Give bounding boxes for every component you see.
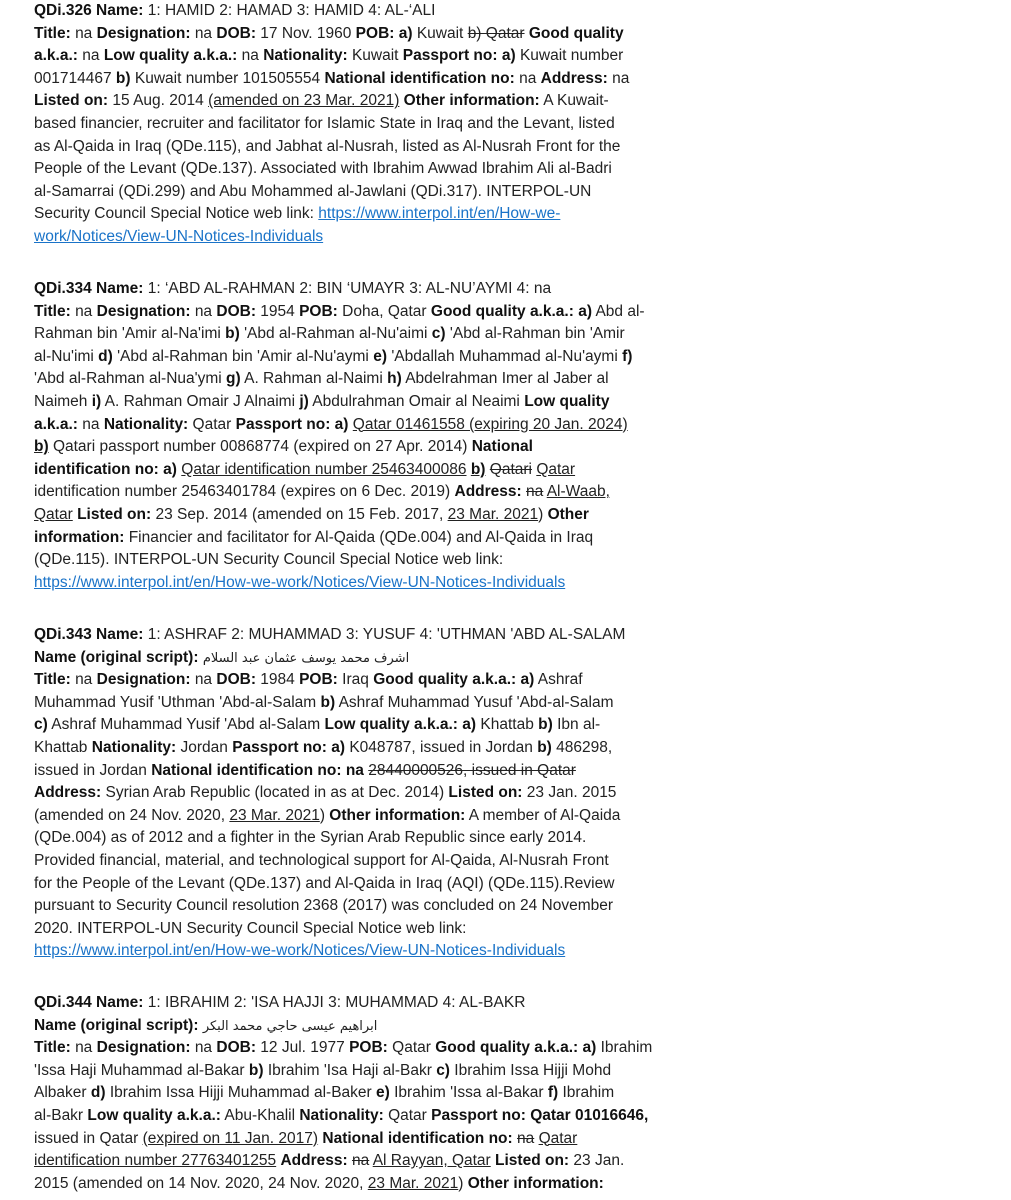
struck-text: na	[351, 1152, 370, 1170]
entry-name: 1: ASHRAF 2: MUHAMMAD 3: YUSUF 4: 'UTHMAN 'ABD AL-SALAM	[147, 626, 626, 643]
struck-text: na	[517, 1129, 535, 1147]
interpol-link[interactable]: https://www.interpol.int/en/How-we-work/Notices/View-UN-Notices-Individuals	[34, 942, 566, 960]
entry-id: QDi.344	[34, 994, 92, 1011]
entry-qdi-326: QDi.326 Name: 1: HAMID 2: HAMAD 3: HAMID 4: AL-‘ALI Title: na Designation: na DOB: 17 Nov. 1960 POB: a) Kuwait b) Qatar Good quality a.k.a.: na Low quality a.k.a.: na Nationality: Kuwait Passport no: a) Kuwait number 001714467 b) Kuwait number 101505554 National identification no: na Address: na Listed on: 15 Aug. 2014 (amended on 23 Mar. 2021) Other information: A Kuwait- based financier, recruiter and facilitator for Islamic State in Iraq and the Levant, listed as Al-Qaida in Iraq (QDe.115), and Jabhat al-Nusrah, listed as Al-Nusrah Front for the People of the Levant (QDe.137). Associated with Ibrahim Awwad Ibrahim Ali al-Badri al-Samarrai (QDi.299) and Abu Mohammed al-Jawlani (QDi.317). INTERPOL-UN Security Council Special Notice web link: https://www.interpol.int/en/How-we- work/Notices/View-UN-Notices-Individuals	[34, 2, 630, 245]
entry-id: QDi.334	[34, 280, 92, 297]
entry-qdi-343: QDi.343 Name: 1: ASHRAF 2: MUHAMMAD 3: YUSUF 4: 'UTHMAN 'ABD AL-SALAM Name (original script): اشرف محمد يوسف عثمان عبد السلام Title: na Designation: na DOB: 1984 POB: Iraq Good quality a.k.a.: a) Ashraf Muhammad Yusif 'Uthman 'Abd-al-Salam b) Ashraf Muhammad Yusuf 'Abd-al-Salam c) Ashraf Muhammad Yusif 'Abd al-Salam Low quality a.k.a.: a) Khattab b) Ibn al- Khattab Nationality: Jordan Passport no: a) K048787, issued in Jordan b) 486298, issued in Jordan National identification no: na 28440000526, issued in Qatar Address: Syrian Arab Republic (located in as at Dec. 2014) Listed on: 23 Jan. 2015 (amended on 24 Nov. 2020, 23 Mar. 2021) Other information: A member of Al-Qaida (QDe.004) as of 2012 and a fighter in the Syrian Arab Republic since early 2014. Provided financial, material, and technological support for Al-Qaida, Al-Nusrah Front for the People of the Levant (QDe.137) and Al-Qaida in Iraq (AQI) (QDe.115).Review pursuant to Security Council resolution 2368 (2017) was concluded on 24 November 2020. INTERPOL-UN Security Council Special Notice web link: https://www.interpol.int/en/How-we-work/Notices/View-UN-Notices-Individuals	[34, 626, 626, 960]
entry-name: 1: HAMID 2: HAMAD 3: HAMID 4: AL-‘ALI	[147, 2, 436, 19]
interpol-link[interactable]: https://www.interpol.int/en/How-we-work/Notices/View-UN-Notices-Individuals	[34, 573, 566, 591]
entry-qdi-344: QDi.344 Name: 1: IBRAHIM 2: 'ISA HAJJI 3: MUHAMMAD 4: AL-BAKR Name (original script): ابراهيم عيسى حاجي محمد البكر Title: na Designation: na DOB: 12 Jul. 1977 POB: Qatar Good quality a.k.a.: a) Ibrahim 'Issa Haji Muhammad al-Bakar b) Ibrahim 'Isa Haji al-Bakr c) Ibrahim Issa Hijji Mohd Albaker d) Ibrahim Issa Hijji Muhammad al-Baker e) Ibrahim 'Issa al-Bakar f) Ibrahim al-Bakr Low quality a.k.a.: Abu-Khalil Nationality: Qatar Passport no: Qatar 01016646, issued in Qatar (expired on 11 Jan. 2017) National identification no: na Qatar identification number 27763401255 Address: na Al Rayyan, Qatar Listed on: 23 Jan. 2015 (amended on 14 Nov. 2020, 24 Nov. 2020, 23 Mar. 2021) Other information:	[34, 994, 653, 1192]
original-script-name: اشرف محمد يوسف عثمان عبد السلام	[202, 650, 410, 666]
amendment-note: (amended on 23 Mar. 2021)	[208, 92, 400, 110]
interpol-link[interactable]: https://www.interpol.int/en/How-we-	[318, 205, 561, 223]
entry-name: 1: ‘ABD AL-RAHMAN 2: BIN ‘UMAYR 3: AL-NU’AYMI 4: na	[147, 280, 552, 297]
interpol-link-continued[interactable]: work/Notices/View-UN-Notices-Individuals	[34, 227, 324, 245]
entry-qdi-334: QDi.334 Name: 1: ‘ABD AL-RAHMAN 2: BIN ‘UMAYR 3: AL-NU’AYMI 4: na Title: na Designation: na DOB: 1954 POB: Doha, Qatar Good quality a.k.a.: a) Abd al- Rahman bin 'Amir al-Na'imi b) 'Abd al-Rahman al-Nu'aimi c) 'Abd al-Rahman bin 'Amir al-Nu'imi d) 'Abd al-Rahman bin 'Amir al-Nu'aymi e) 'Abdallah Muhammad al-Nu'aymi f) 'Abd al-Rahman al-Nua'ymi g) A. Rahman al-Naimi h) Abdelrahman Imer al Jaber al Naimeh i) A. Rahman Omair J Alnaimi j) Abdulrahman Omair al Neaimi Low quality a.k.a.: na Nationality: Qatar Passport no: a) Qatar 01461558 (expiring 20 Jan. 2024) b) Qatari passport number 00868774 (expired on 27 Apr. 2014) National identification no: a) Qatar identification number 25463400086 b) Qatari Qatar identification number 25463401784 (expires on 6 Dec. 2019) Address: na Al-Waab, Qatar Listed on: 23 Sep. 2014 (amended on 15 Feb. 2017, 23 Mar. 2021) Other information: Financier and facilitator for Al-Qaida (QDe.004) and Al-Qaida in Iraq (QDe.115). INTERPOL-UN Security Council Special Notice web link: https://www.interpol.int/en/How-we-work/Notices/View-UN-Notices-Individuals	[34, 280, 645, 591]
struck-text: na	[526, 483, 544, 501]
entry-id: QDi.343	[34, 626, 92, 643]
original-script-name: ابراهيم عيسى حاجي محمد البكر	[202, 1018, 378, 1034]
entry-name: 1: IBRAHIM 2: 'ISA HAJJI 3: MUHAMMAD 4: AL-BAKR	[147, 994, 526, 1011]
struck-text: b) Qatar	[467, 24, 525, 42]
struck-text: 28440000526, issued in Qatar	[368, 761, 576, 779]
entry-id: QDi.326	[34, 2, 92, 19]
struck-text: Qatari	[489, 460, 532, 478]
